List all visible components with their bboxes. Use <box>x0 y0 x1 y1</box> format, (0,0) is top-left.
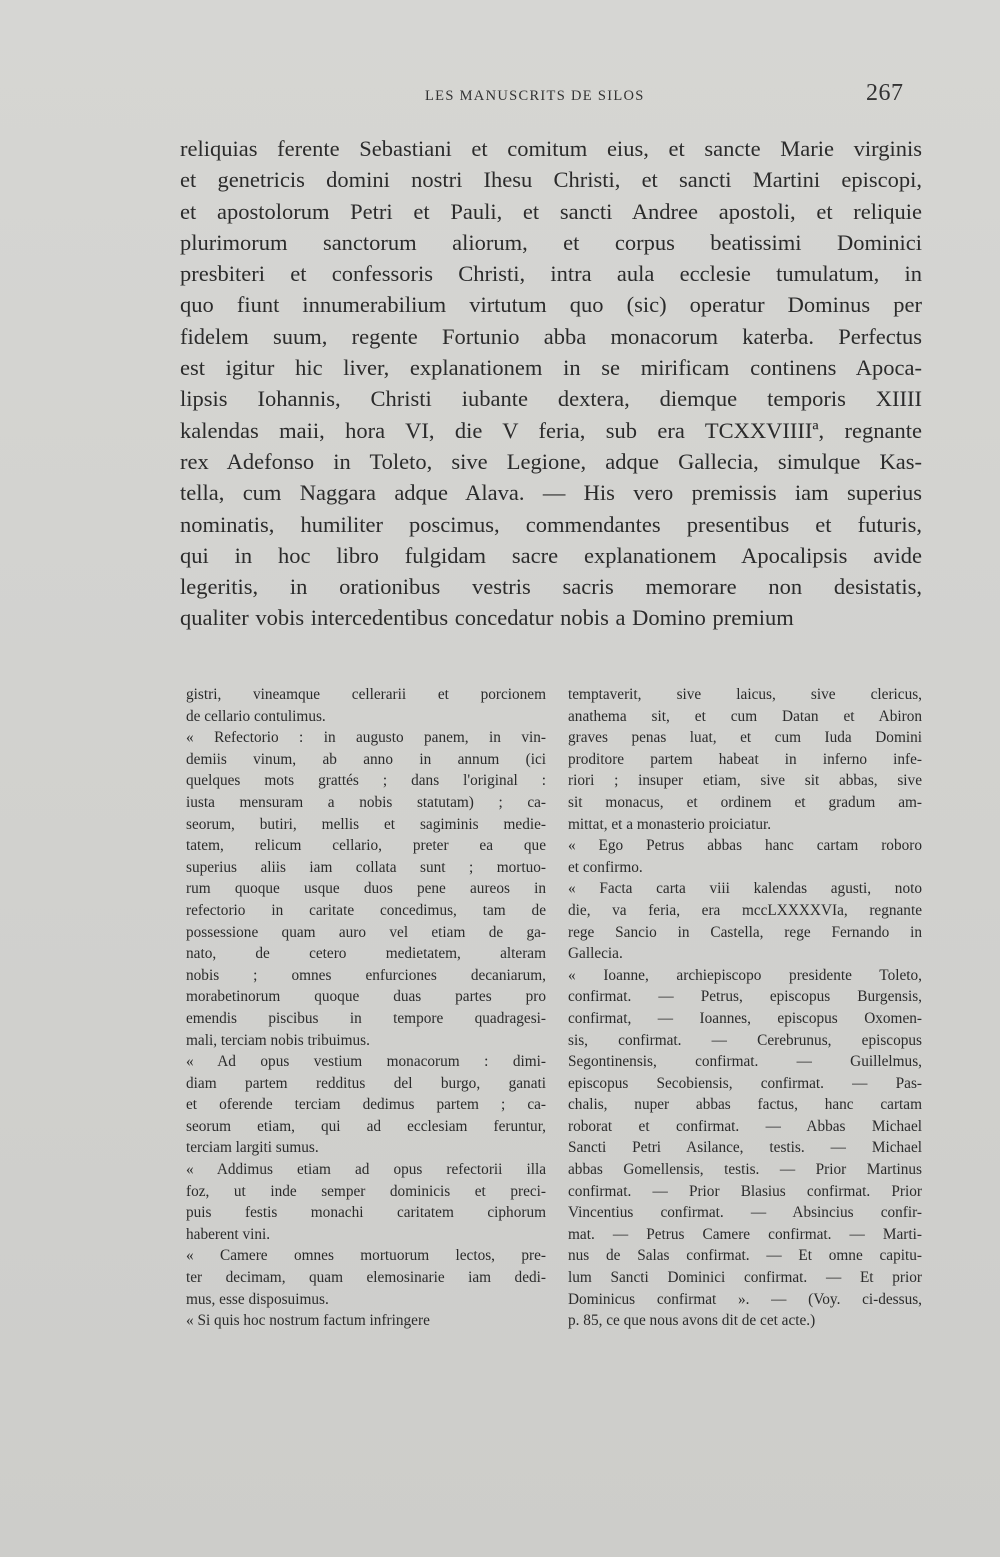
footnote-line: Dominicus confirmat ». — (Voy. ci-dessus, <box>568 1290 922 1308</box>
footnote-line: seorum, butiri, mellis et sagiminis medie- <box>186 815 546 833</box>
footnote-line: « Ego Petrus abbas hanc cartam roboro <box>568 837 922 855</box>
footnote-line: « Camere omnes mortuorum lectos, pre- <box>186 1247 546 1265</box>
footnote-line: Vincentius confirmat. — Absincius confir- <box>568 1204 922 1222</box>
page-number: 267 <box>866 80 904 106</box>
footnote-line: confirmat, — Ioannes, episcopus Oxomen- <box>568 1009 922 1027</box>
main-text-line: est igitur hic liver, explanationem in se mirificam continens Apoca- <box>180 355 922 381</box>
main-text-block <box>180 133 922 634</box>
footnote-line: « Ad opus vestium monacorum : dimi- <box>186 1053 546 1071</box>
footnote-line: mus, esse disposuimus. <box>186 1290 329 1308</box>
footnote-line: rege Sancio in Castella, rege Fernando in <box>568 923 922 941</box>
footnote-line: puis festis monachi caritatem ciphorum <box>186 1204 546 1222</box>
footnote-line: morabetinorum quoque duas partes pro <box>186 988 546 1006</box>
footnote-line: p. 85, ce que nous avons dit de cet acte.) <box>568 1312 816 1330</box>
footnote-line: foz, ut inde semper dominicis et preci- <box>186 1182 546 1200</box>
main-text-line: tella, cum Naggara adque Alava. — His vero premissis iam superius <box>180 480 922 506</box>
footnote-line: « Si quis hoc nostrum factum infringere <box>186 1312 430 1330</box>
running-title: LES MANUSCRITS DE SILOS <box>425 88 645 104</box>
main-text-line: lipsis Iohannis, Christi iubante dextera, diemque temporis XIIII <box>180 386 922 412</box>
main-text-line: et genetricis domini nostri Ihesu Christi, et sancti Martini episcopi, <box>180 167 922 193</box>
footnote-line: proditore partem habeat in inferno infe- <box>568 750 922 768</box>
footnote-line: de cellario contulimus. <box>186 707 326 725</box>
footnote-line: possessione quam auro vel etiam de ga- <box>186 923 546 941</box>
footnote-line: emendis piscibus in tempore quadragesi- <box>186 1009 546 1027</box>
footnote-line: nato, de cetero medietatem, alteram <box>186 945 546 963</box>
footnote-line: diam partem redditus del burgo, ganati <box>186 1074 546 1092</box>
footnote-line: abbas Gomellensis, testis. — Prior Martinus <box>568 1161 922 1179</box>
main-text-line: fidelem suum, regente Fortunio abba monacorum katerba. Perfectus <box>180 323 922 349</box>
footnote-line: tatem, relicum cellario, preter ea que <box>186 837 546 855</box>
footnote-line: « Ioanne, archiepiscopo presidente Toleto, <box>568 966 922 984</box>
footnote-line: iusta mensuram a nobis statutam) ; ca- <box>186 793 546 811</box>
main-text-line: reliquias ferente Sebastiani et comitum eius, et sancte Marie virginis <box>180 136 922 161</box>
footnote-line: rum quoque usque duos pene aureos in <box>186 880 546 898</box>
footnote-line: mat. — Petrus Camere confirmat. — Marti- <box>568 1225 922 1243</box>
main-text-line: plurimorum sanctorum aliorum, et corpus beatissimi Dominici <box>180 229 922 255</box>
footnote-line: Segontinensis, confirmat. — Guillelmus, <box>568 1053 922 1071</box>
footnote-line: graves penas luat, et cum Iuda Domini <box>568 729 922 747</box>
main-text-line: qualiter vobis intercedentibus concedatur nobis a Domino premium <box>180 605 794 631</box>
footnote-line: sis, confirmat. — Cerebrunus, episcopus <box>568 1031 922 1049</box>
main-text-line: quo fiunt innumerabilium virtutum quo (sic) operatur Dominus per <box>180 292 922 318</box>
footnote-line: haberent vini. <box>186 1225 271 1243</box>
footnote-line: chalis, nuper abbas factus, hanc cartam <box>568 1096 922 1114</box>
footnote-line: terciam largiti sumus. <box>186 1139 319 1157</box>
main-text-line: kalendas maii, hora VI, die V feria, sub era TCXXVIIIIª, regnante <box>180 417 922 443</box>
footnote-line: Gallecia. <box>568 945 623 963</box>
footnote-right-column <box>568 684 922 1332</box>
main-text-line: legeritis, in orationibus vestris sacris memorare non desistatis, <box>180 574 922 600</box>
footnote-line: episcopus Secobiensis, confirmat. — Pas- <box>568 1074 922 1092</box>
footnote-line: demiis vinum, ab anno in annum (ici <box>186 750 546 768</box>
footnote-line: anathema sit, et cum Datan et Abiron <box>568 707 922 725</box>
footnote-line: quelques mots grattés ; dans l'original : <box>186 772 546 790</box>
footnote-line: nus de Salas confirmat. — Et omne capitu- <box>568 1247 922 1265</box>
footnote-line: confirmat. — Prior Blasius confirmat. Prior <box>568 1182 922 1200</box>
footnote-line: roborat et confirmat. — Abbas Michael <box>568 1117 922 1135</box>
footnote-line: riori ; insuper etiam, sive sit abbas, sive <box>568 772 922 790</box>
footnote-line: sit monacus, et ordinem et gradum am- <box>568 793 922 811</box>
footnote-line: Sancti Petri Asilance, testis. — Michael <box>568 1139 922 1157</box>
footnote-line: et confirmo. <box>568 858 643 876</box>
main-text-line: rex Adefonso in Toleto, sive Legione, adque Gallecia, simulque Kas- <box>180 448 922 474</box>
footnote-line: mali, terciam nobis tribuimus. <box>186 1031 370 1049</box>
main-text-line: presbiteri et confessoris Christi, intra aula ecclesie tumulatum, in <box>180 261 922 287</box>
footnote-left-column <box>186 684 546 1332</box>
footnote-line: die, va feria, era mccLXXXXVIa, regnante <box>568 901 922 919</box>
footnote-line: mittat, et a monasterio proiciatur. <box>568 815 772 833</box>
footnote-line: ter decimam, quam elemosinarie iam dedi- <box>186 1269 546 1287</box>
main-text-line: qui in hoc libro fulgidam sacre explanationem Apocalipsis avide <box>180 542 922 568</box>
footnote-line: lum Sancti Dominici confirmat. — Et prior <box>568 1269 922 1287</box>
footnote-line: gistri, vineamque cellerarii et porcionem <box>186 686 546 703</box>
footnote-line: seorum etiam, qui ad ecclesiam feruntur, <box>186 1117 546 1135</box>
footnote-line: « Addimus etiam ad opus refectorii illa <box>186 1161 546 1179</box>
footnote-line: et oferende terciam dedimus partem ; ca- <box>186 1096 546 1114</box>
footnote-line: refectorio in caritate concedimus, tam de <box>186 901 546 919</box>
footnote-line: confirmat. — Petrus, episcopus Burgensis, <box>568 988 922 1006</box>
footnote-line: superius aliis iam collata sunt ; mortuo- <box>186 858 546 876</box>
main-text-line: et apostolorum Petri et Pauli, et sancti Andree apostoli, et reliquie <box>180 198 922 224</box>
main-text-line: nominatis, humiliter poscimus, commendantes presentibus et futuris, <box>180 511 922 537</box>
footnote-line: temptaverit, sive laicus, sive clericus, <box>568 686 922 703</box>
footnote-line: « Refectorio : in augusto panem, in vin- <box>186 729 546 747</box>
footnote-line: « Facta carta viii kalendas agusti, noto <box>568 880 922 898</box>
footnote-line: nobis ; omnes enfurciones decaniarum, <box>186 966 546 984</box>
